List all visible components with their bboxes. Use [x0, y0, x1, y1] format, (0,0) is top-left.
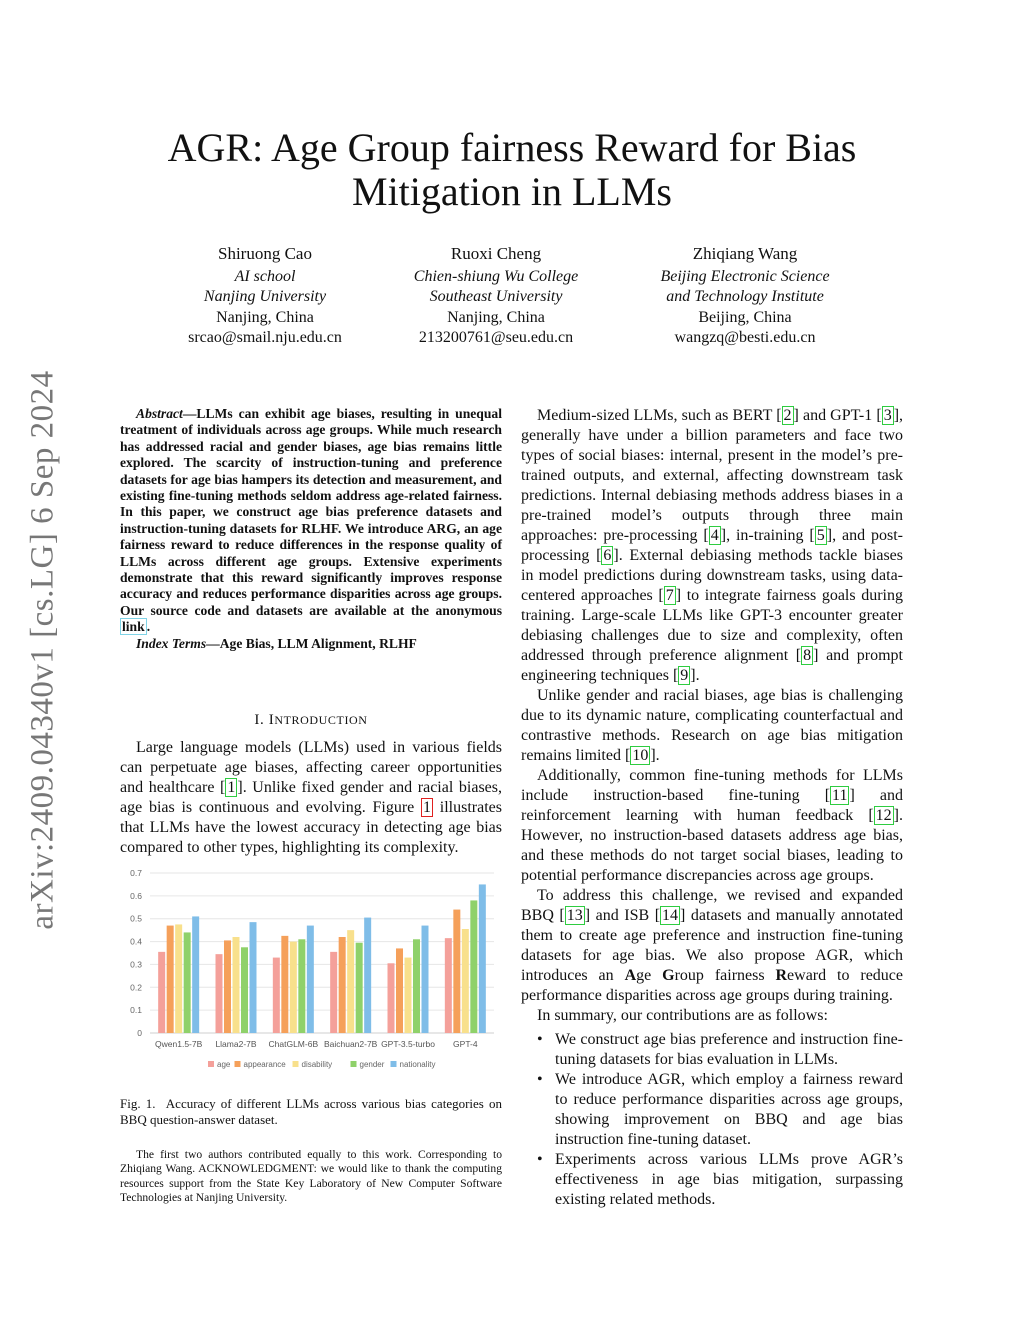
text-run: ]. External debiasing methods tackle biases in model predictions during downstream tasks, using data-centered approaches [ — [521, 547, 903, 604]
author-affiliation: AI school — [234, 267, 296, 285]
figure-1-chart — [120, 860, 502, 1080]
citation-link[interactable]: 12 — [875, 807, 892, 824]
text-run: ] and reinforcement learning with human feedback [ — [521, 787, 903, 824]
caption-text: Accuracy of different LLMs across various bias categories on BBQ question-answer dataset. — [120, 1096, 503, 1127]
author-block-1 — [145, 244, 385, 349]
x-tick-label: ChatGLM-6B — [268, 1039, 319, 1049]
bar — [224, 940, 231, 1033]
legend-swatch — [293, 1061, 299, 1067]
author-location: Nanjing, China — [447, 308, 545, 326]
list-item: • We construct age bias preference and instruction fine-tuning datasets for bias evaluation in LLMs. — [521, 1030, 903, 1070]
text-run: Unlike gender and racial biases, age bias is challenging due to its dynamic nature, complicating counterfactual and contrastive methods. Research on age bias mitigation remains limited [ — [521, 687, 903, 764]
author-affiliation: Chien-shiung Wu College — [413, 267, 579, 285]
y-tick-label: 0.5 — [130, 913, 142, 924]
author-affiliation: Beijing Electronic Science — [660, 267, 830, 285]
author-block-2 — [376, 244, 616, 349]
bar-chart-svg — [120, 860, 502, 1080]
citation-link[interactable]: 8 — [803, 647, 812, 664]
index-terms — [120, 636, 502, 652]
bar — [298, 939, 305, 1033]
bar — [364, 918, 371, 1033]
title-line-1: AGR: Age Group fairness Reward for Bias — [167, 125, 857, 170]
author-name: Shiruong Cao — [218, 244, 312, 263]
text-run: ]. Unlike fixed gender and racial biases, age bias is continuous and evolving. Figure — [120, 779, 503, 816]
abstract-section — [120, 406, 502, 652]
x-tick-label: Llama2-7B — [215, 1039, 257, 1049]
citation-link[interactable]: 14 — [662, 907, 679, 924]
bar — [339, 937, 346, 1033]
section-number: I. — [254, 712, 269, 728]
acronym-letter: A — [624, 967, 637, 984]
author-affiliation: and Technology Institute — [666, 288, 824, 305]
bar — [453, 910, 460, 1033]
legend-swatch — [351, 1061, 357, 1067]
bar — [192, 916, 199, 1033]
citation-link[interactable]: 4 — [710, 527, 719, 544]
x-tick-label: Baichuan2-7B — [323, 1039, 378, 1049]
figure-ref-link[interactable]: 1 — [423, 799, 432, 816]
citation-link[interactable]: 3 — [883, 407, 892, 424]
text-run: roup fairness — [674, 967, 776, 984]
text-run: ] to integrate fairness goals during training. Large-scale LLMs like GPT-3 encounter greater debiasing challenges due to size and complexity, often addressed through preference alignment [ — [521, 587, 903, 664]
text-run: ], in-training [ — [720, 527, 815, 544]
paragraph — [521, 766, 903, 886]
y-tick-label: 0 — [137, 1028, 142, 1038]
citation-link[interactable]: 2 — [783, 407, 792, 424]
paper-title — [120, 126, 904, 214]
paragraph — [521, 686, 903, 766]
figure-caption — [120, 1096, 502, 1128]
legend-label: disability — [301, 1060, 333, 1069]
legend-label: gender — [359, 1060, 385, 1069]
text-run: ]. — [650, 747, 660, 764]
text-run: eward to reduce performance disparities across age groups during training. — [521, 967, 904, 1004]
text-run: ]. — [690, 667, 700, 684]
abstract-end: . — [146, 619, 151, 635]
caption-label: Fig. 1. — [120, 1096, 156, 1111]
y-tick-label: 0.3 — [130, 959, 142, 970]
bar — [250, 922, 257, 1033]
arxiv-identifier-text: arXiv:2409.04340v1 [cs.LG] 6 Sep 2024 — [24, 370, 61, 930]
author-name: Ruoxi Cheng — [450, 244, 542, 263]
x-tick-label: GPT-3.5-turbo — [381, 1039, 435, 1049]
bar — [216, 954, 223, 1033]
text-run: ]. However, no instruction-based datasets address age bias, and these methods do not target social biases, leading to potential performance discrepancies across age groups. — [521, 807, 903, 884]
bar — [241, 947, 248, 1033]
arxiv-identifier — [18, 370, 68, 930]
text-run: illustrates that LLMs have the lowest accuracy in detecting age bias compared to other types, highlighting its complexity. — [120, 799, 502, 856]
index-terms-label: Index Terms — [136, 635, 207, 651]
bar — [167, 926, 174, 1033]
legend-label: age — [217, 1060, 231, 1069]
legend-swatch — [391, 1061, 397, 1067]
paragraph: In summary, our contributions are as follows: — [537, 1007, 828, 1024]
section-rest: NTRODUCTION — [274, 713, 368, 727]
bar — [479, 884, 486, 1033]
section-initial: I — [268, 712, 275, 728]
y-tick-label: 0.4 — [130, 936, 142, 947]
citation-link[interactable]: 6 — [603, 547, 612, 564]
y-tick-label: 0.6 — [130, 890, 142, 901]
footnote-text: The first two authors contributed equally to this work. Corresponding to Zhiqiang Wang. ACKNOWLEDGMENT: we would like to thank the computing resources support from the State Key Laboratory of New Computer Software Technologies at Nanjing University. — [120, 1148, 502, 1205]
contributions-list — [521, 1030, 903, 1210]
bar — [388, 963, 395, 1033]
paragraph — [521, 406, 903, 686]
citation-link[interactable]: 1 — [227, 779, 236, 796]
bar — [470, 900, 477, 1033]
text-run: ] and ISB [ — [584, 907, 661, 924]
y-tick-label: 0.2 — [130, 982, 142, 993]
abstract-paragraph — [120, 406, 502, 636]
bar — [290, 942, 297, 1033]
legend-label: appearance — [243, 1060, 286, 1069]
author-location: Nanjing, China — [216, 308, 314, 326]
intro-paragraph — [120, 738, 502, 858]
legend-label: nationality — [399, 1060, 436, 1069]
citation-link[interactable]: 5 — [816, 527, 825, 544]
index-terms-text: —Age Bias, LLM Alignment, RLHF — [206, 635, 417, 651]
x-tick-label: GPT-4 — [453, 1039, 478, 1049]
bar — [273, 958, 280, 1033]
bar — [281, 936, 288, 1033]
author-affiliation: Nanjing University — [203, 288, 327, 305]
author-location: Beijing, China — [698, 308, 792, 326]
abstract-label: Abstract — [136, 406, 183, 421]
text-run: Large language models (LLMs) used in various fields can perpetuate age biases, affecting career opportunities and healthcare [ — [120, 739, 502, 796]
bar — [445, 938, 452, 1033]
text-run: ge — [636, 967, 663, 984]
abstract-text: —LLMs can exhibit age biases, resulting in unequal treatment of individuals across age groups. While much research has addressed racial and gender biases, age bias remains little explored. The scarcity of instruction-tuning and preference datasets for age bias hampers its detection and measurement, and existing fine-tuning methods seldom address age-related fairness. In this paper, we construct age bias preference datasets and instruction-tuning datasets for RLHF. We introduce ARG, an age fairness reward to reduce differences in the response quality of LLMs across different age groups. Extensive experiments demonstrate that this reward significantly improves response accuracy and reduces performance disparities across age groups. Our source code and datasets are available at the anonymous — [120, 406, 502, 618]
author-email: 213200761@seu.edu.cn — [418, 329, 574, 346]
acronym-letter: R — [775, 967, 788, 984]
x-tick-label: Qwen1.5-7B — [155, 1039, 203, 1049]
footnote — [120, 1148, 502, 1206]
bar — [356, 943, 363, 1033]
text-run: ], and post-processing [ — [521, 527, 903, 564]
acronym-letter: G — [662, 967, 675, 984]
text-run: ] datasets and manually annotated them to create age preference and instruction fine-tuning datasets for age bias. We also propose AGR, which introduces an — [521, 907, 904, 984]
y-tick-label: 0.1 — [130, 1005, 142, 1016]
right-column — [521, 406, 903, 1210]
citation-link[interactable]: 7 — [665, 587, 674, 604]
author-email: wangzq@besti.edu.cn — [674, 329, 816, 346]
text-run: To address this challenge, we revised and expanded BBQ [ — [521, 887, 903, 924]
author-affiliation: Southeast University — [429, 288, 563, 305]
text-run: ], generally have under a billion parameters and face two types of social biases: internal, present in the model’s pre-trained outputs, and external, affecting downstream task predictions. Internal debiasing methods address biases in a pre-trained model’s outputs through three main approaches: pre-processing [ — [521, 407, 904, 544]
citation-link[interactable]: 10 — [632, 747, 649, 764]
bar — [413, 939, 420, 1033]
text-run: Medium-sized LLMs, such as BERT [ — [537, 407, 782, 424]
bar — [307, 926, 314, 1033]
bar — [462, 929, 469, 1033]
bar — [175, 924, 182, 1033]
bar — [422, 926, 429, 1033]
bar — [330, 952, 337, 1033]
author-name: Zhiqiang Wang — [692, 244, 798, 263]
paragraph — [521, 886, 903, 1006]
list-item: • We introduce AGR, which employ a fairness reward to reduce performance disparities across age groups, showing improvement on BBQ and age bias instruction fine-tuning dataset. — [521, 1070, 903, 1150]
text-run: ] and prompt engineering techniques [ — [521, 647, 903, 684]
citation-link[interactable]: 9 — [680, 667, 689, 684]
title-line-2: Mitigation in LLMs — [352, 169, 672, 214]
introduction-section — [120, 696, 502, 858]
author-block-3 — [625, 244, 865, 349]
bar — [347, 930, 354, 1033]
legend-swatch — [235, 1061, 241, 1067]
anonymous-link[interactable]: link — [122, 619, 145, 635]
bar — [184, 932, 191, 1033]
bar — [158, 952, 165, 1033]
bar — [405, 958, 412, 1033]
citation-link[interactable]: 11 — [832, 787, 848, 804]
text-run: Additionally, common fine-tuning methods for LLMs include instruction-based fine-tuning [ — [521, 767, 903, 804]
legend-swatch — [208, 1061, 214, 1067]
author-email: srcao@smail.nju.edu.cn — [188, 329, 342, 346]
section-heading — [120, 710, 502, 730]
list-item: • Experiments across various LLMs prove AGR’s effectiveness in age bias mitigation, surpassing existing related methods. — [521, 1150, 903, 1210]
y-tick-label: 0.7 — [130, 868, 142, 878]
bar — [396, 948, 403, 1033]
citation-link[interactable]: 13 — [566, 907, 583, 924]
text-run: ] and GPT-1 [ — [793, 407, 882, 424]
bar — [233, 937, 240, 1033]
